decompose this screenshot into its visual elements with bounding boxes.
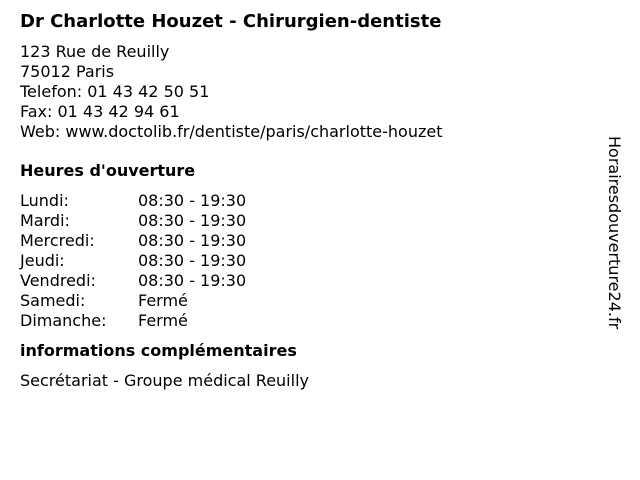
hours-row-tuesday <box>20 211 600 231</box>
day-hours: Fermé <box>138 291 188 310</box>
hours-row-monday <box>20 191 600 211</box>
day-hours: Fermé <box>138 311 188 330</box>
contact-block <box>20 42 600 142</box>
day-hours: 08:30 - 19:30 <box>138 191 247 210</box>
phone-number[interactable]: Telefon: 01 43 42 50 51 <box>20 82 210 101</box>
day-hours: 08:30 - 19:30 <box>138 211 247 230</box>
day-label: Jeudi: <box>20 251 65 270</box>
website-link[interactable]: Web: www.doctolib.fr/dentiste/paris/charlotte-houzet <box>20 122 443 141</box>
day-label: Vendredi: <box>20 271 96 290</box>
hours-row-thursday <box>20 251 600 271</box>
day-label: Samedi: <box>20 291 86 310</box>
opening-hours-heading: Heures d'ouverture <box>20 161 196 180</box>
day-hours: 08:30 - 19:30 <box>138 231 247 250</box>
brand-watermark: Horairesdouverture24.fr <box>605 136 624 330</box>
day-hours: 08:30 - 19:30 <box>138 271 247 290</box>
additional-info-heading: informations complémentaires <box>20 341 297 360</box>
day-label: Lundi: <box>20 191 69 210</box>
address-street: 123 Rue de Reuilly <box>20 42 170 61</box>
hours-row-saturday <box>20 291 600 311</box>
hours-row-wednesday <box>20 231 600 251</box>
day-label: Dimanche: <box>20 311 107 330</box>
day-label: Mardi: <box>20 211 70 230</box>
day-label: Mercredi: <box>20 231 95 250</box>
address-city: 75012 Paris <box>20 62 115 81</box>
hours-row-friday <box>20 271 600 291</box>
hours-row-sunday <box>20 311 600 331</box>
opening-hours-table <box>20 191 600 331</box>
page-title: Dr Charlotte Houzet - Chirurgien-dentiste <box>20 11 442 32</box>
day-hours: 08:30 - 19:30 <box>138 251 247 270</box>
additional-info-text: Secrétariat - Groupe médical Reuilly <box>20 371 309 390</box>
main-content <box>20 10 600 391</box>
fax-number: Fax: 01 43 42 94 61 <box>20 102 180 121</box>
